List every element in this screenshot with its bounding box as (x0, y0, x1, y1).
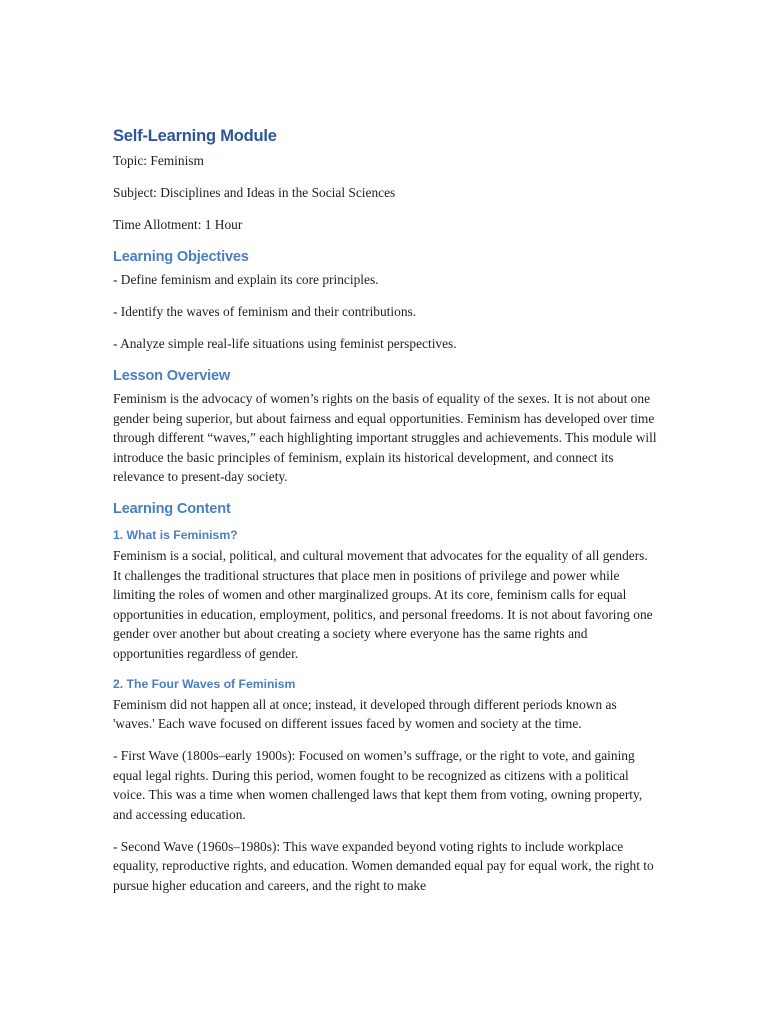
document-page (113, 125, 658, 908)
objective-item: - Identify the waves of feminism and their contributions. (113, 304, 417, 319)
content-heading: Learning Content (113, 501, 231, 517)
section-1-paragraph: Feminism is a social, political, and cultural movement that advocates for the equality of all genders. It challenges the traditional structures that place men in positions of privilege and power while limiting the roles of women and other marginalized groups. At its core, feminism calls for equal opportunities in education, employment, politics, and personal freedoms. It is not about favoring one gender over another but about creating a society where everyone has the same rights and opportunities regardless of gender. (113, 548, 653, 661)
time-allotment-line: Time Allotment: 1 Hour (113, 217, 243, 232)
document-title: Self-Learning Module (113, 127, 277, 145)
section-2-heading: 2. The Four Waves of Feminism (113, 676, 296, 691)
overview-paragraph: Feminism is the advocacy of women’s rights on the basis of equality of the sexes. It is not about one gender being superior, but about fairness and equal opportunities. Feminism has developed over time through different “waves,” each highlighting important struggles and achievements. This module will introduce the basic principles of feminism, explain its historical development, and connect its relevance to present-day society. (113, 391, 657, 484)
objective-item: - Analyze simple real-life situations using feminist perspectives. (113, 336, 457, 351)
second-wave-paragraph: - Second Wave (1960s–1980s): This wave expanded beyond voting rights to include workplace equality, reproductive rights, and education. Women demanded equal pay for equal work, the right to pursue higher education and careers, and the right to make (113, 838, 654, 893)
subject-line: Subject: Disciplines and Ideas in the Social Sciences (113, 185, 396, 200)
module-meta (113, 151, 658, 235)
topic-line: Topic: Feminism (113, 153, 204, 168)
overview-heading: Lesson Overview (113, 368, 231, 384)
objective-item: - Define feminism and explain its core principles. (113, 272, 379, 287)
objectives-heading: Learning Objectives (113, 249, 249, 265)
section-2-intro: Feminism did not happen all at once; instead, it developed through different periods known as 'waves.' Each wave focused on different issues faced by women and society at the time. (113, 696, 617, 731)
first-wave-paragraph: - First Wave (1800s–early 1900s): Focused on women’s suffrage, or the right to vote, and gaining equal legal rights. During this period, women fought to be recognized as citizens with a political voice. This was a time when women challenged laws that kept them from voting, owning property, and accessing education. (113, 748, 643, 822)
section-1-heading: 1. What is Feminism? (113, 528, 238, 542)
